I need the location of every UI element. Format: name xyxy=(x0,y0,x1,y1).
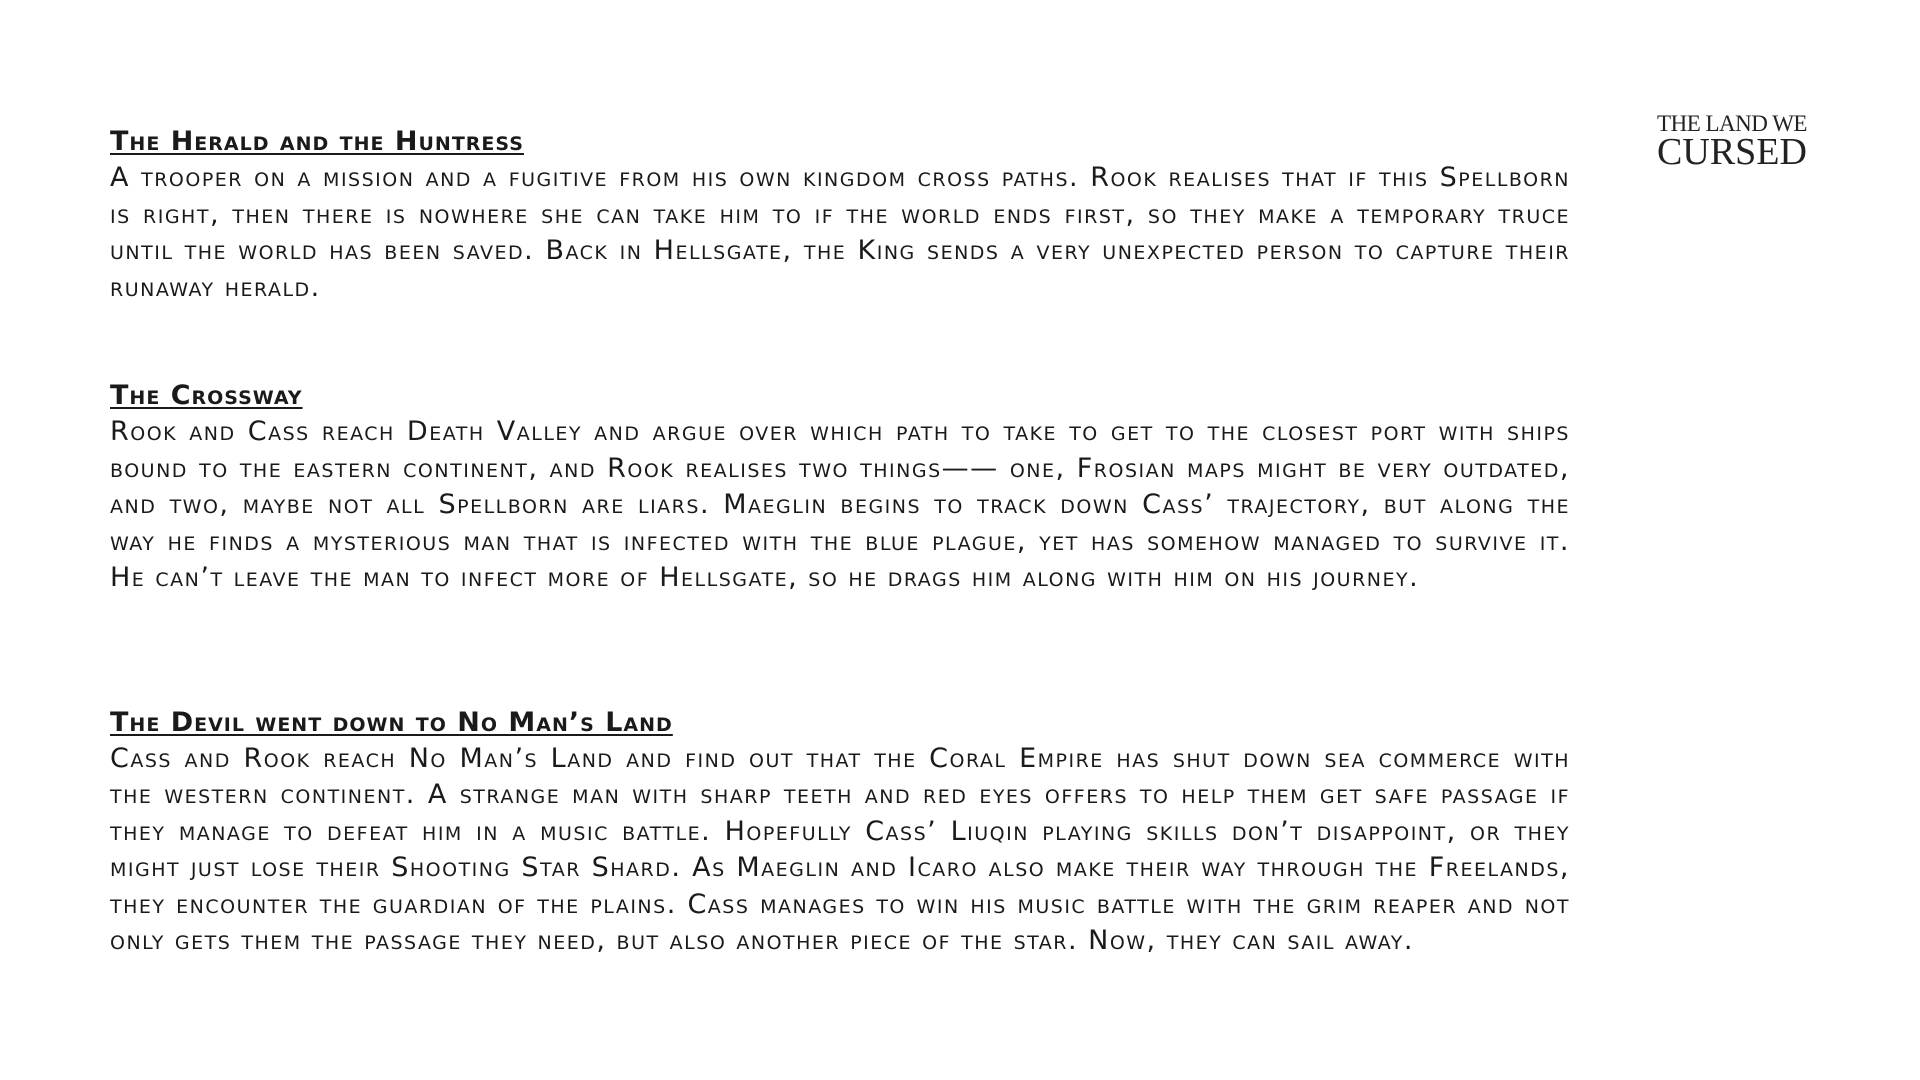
section-body: A trooper on a mission and a fugitive from his own kingdom cross paths. Rook realises that if this Spellborn is right, then there is nowhere she can take him to if the world ends first, so they make a temporary truce until the world has been saved. Back in Hellsgate, the King sends a very unexpected person to capture their runaway herald. xyxy=(110,162,1570,303)
logo-line-1: THE LAND WE xyxy=(1657,111,1807,136)
logo xyxy=(1652,112,1812,171)
section-devil-no-mans-land xyxy=(110,705,1570,960)
section-herald-and-huntress xyxy=(110,124,1570,306)
section-title: The Herald and the Huntress xyxy=(110,126,524,157)
logo-line-2: CURSED xyxy=(1657,131,1807,173)
section-body: Cass and Rook reach No Man’s Land and find out that the Coral Empire has shut down sea commerce with the western continent. A strange man with sharp teeth and red eyes offers to help them get safe passage if they manage to defeat him in a music battle. Hopefully Cass’ Liuqin playing skills don’t disappoint, or they might just lose their Shooting Star Shard. As Maeglin and Icaro also make their way through the Freelands, they encounter the guardian of the plains. Cass manages to win his music battle with the grim reaper and not only gets them the passage they need, but also another piece of the star. Now, they can sail away. xyxy=(110,742,1570,956)
section-title: The Devil went down to No Man’s Land xyxy=(110,706,673,738)
section-body: Rook and Cass reach Death Valley and argue over which path to take to get to the closest port with ships bound to the eastern continent, and Rook realises two things—— one, Frosian maps might be very outdated, and two, maybe not all Spellborn are liars. Maeglin begins to track down Cass’ trajectory, but along the way he finds a mysterious man that is infected with the blue plague, yet has somehow managed to survive it. He can’t leave the man to infect more of Hellsgate, so he drags him along with him on his journey. xyxy=(110,416,1570,593)
section-crossway xyxy=(110,378,1570,597)
document-content xyxy=(110,124,1570,960)
section-title: The Crossway xyxy=(110,380,303,411)
